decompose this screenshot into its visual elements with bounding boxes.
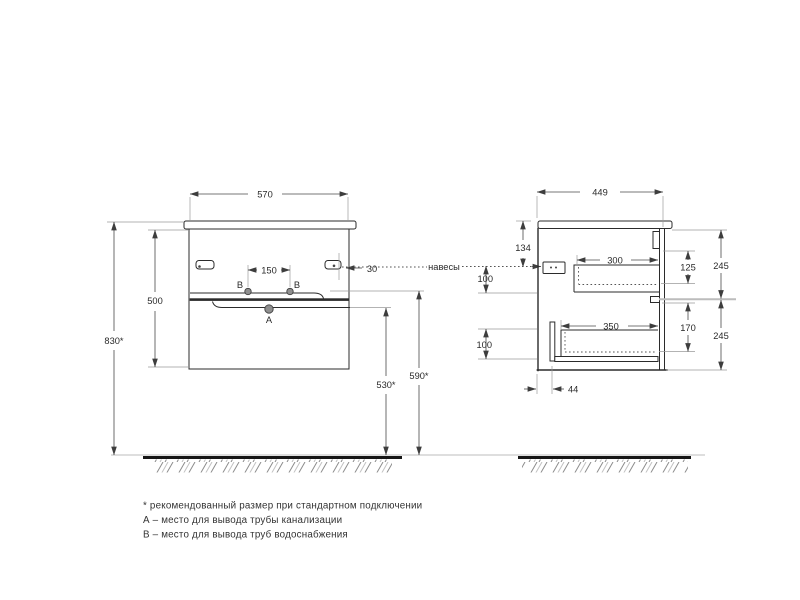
dim-front-width-label: 570 — [257, 189, 273, 200]
wall-bracket-pin — [555, 267, 557, 269]
upper-drawer-box-dotted — [579, 267, 659, 285]
dim-hanger-offset — [346, 264, 377, 274]
footnote-point-a: А – место для вывода трубы канализации — [143, 515, 343, 526]
footnote-point-b: В – место для вывода труб водоснабжения — [143, 529, 348, 541]
point-b-right-label: B — [293, 280, 301, 290]
countertop-side — [538, 221, 672, 229]
drawer-gap — [190, 298, 349, 301]
wall-bracket-side — [543, 262, 565, 274]
dim-drain-height-label: 530* — [376, 380, 396, 390]
dim-drain-height — [350, 308, 396, 456]
dim-front-width — [190, 190, 348, 221]
point-b-right — [287, 288, 293, 294]
countertop-front — [184, 221, 356, 229]
point-a-label: A — [265, 315, 273, 325]
dim-lower-clearance-label: 170 — [680, 323, 696, 333]
dim-upper-drawer-inner-label: 100 — [477, 274, 493, 284]
dim-lower-drawer-inner — [476, 329, 537, 359]
wall-bracket-pin — [550, 267, 552, 269]
footnotes — [143, 501, 422, 541]
dim-tap-spacing-label: 150 — [261, 265, 277, 276]
lower-drawer-back-panel — [550, 322, 555, 361]
floor — [111, 455, 705, 473]
side-view — [476, 188, 736, 395]
dim-total-height — [104, 222, 184, 455]
dim-lower-drawer-inner-label: 100 — [476, 340, 492, 350]
lower-drawer-box — [561, 330, 658, 357]
lower-drawer-slide-block — [651, 297, 660, 303]
dim-upper-drawer-inner — [477, 266, 537, 293]
dim-upper-drawer-depth-label: 300 — [607, 255, 623, 266]
hanger-bracket-right-pin — [333, 265, 336, 268]
dim-hanger-drop-label: 134 — [515, 243, 531, 253]
dim-back-clearance-label: 44 — [568, 384, 579, 395]
dim-upper-clearance — [661, 251, 696, 284]
dim-total-height-label: 830* — [104, 336, 124, 346]
front-view — [104, 190, 429, 456]
footnote-recommended-size: * рекомендованный размер при стандартном подключении — [143, 500, 423, 512]
lower-drawer-box-dotted — [565, 332, 657, 352]
dim-hanger-drop — [515, 221, 531, 267]
point-b-left — [245, 288, 251, 294]
floor-hatch-right — [522, 460, 688, 473]
dim-supply-height-label: 590* — [409, 371, 429, 381]
dim-upper-clearance-label: 125 — [680, 262, 696, 273]
dim-lower-drawer-depth-label: 350 — [603, 321, 619, 332]
dim-cabinet-height — [147, 230, 188, 367]
dim-hanger-offset-label: 30 — [366, 264, 378, 274]
floor-hatch-left — [152, 460, 392, 473]
dim-upper-front-height-label: 245 — [713, 261, 729, 271]
dim-lower-front-height — [666, 300, 729, 370]
point-b-left-label: B — [236, 280, 244, 290]
dim-lower-front-height-label: 245 — [713, 331, 729, 341]
lower-drawer-bottom — [555, 357, 658, 362]
dim-depth-label: 449 — [592, 187, 608, 198]
hangers-label: навесы — [428, 262, 460, 272]
upper-drawer-box — [574, 265, 660, 292]
point-a — [265, 305, 273, 313]
dim-cabinet-height-label: 500 — [147, 296, 163, 306]
upper-drawer-slide-block — [653, 232, 660, 249]
hanger-bracket-left-pin — [198, 265, 201, 268]
dim-upper-drawer-depth — [577, 255, 658, 266]
